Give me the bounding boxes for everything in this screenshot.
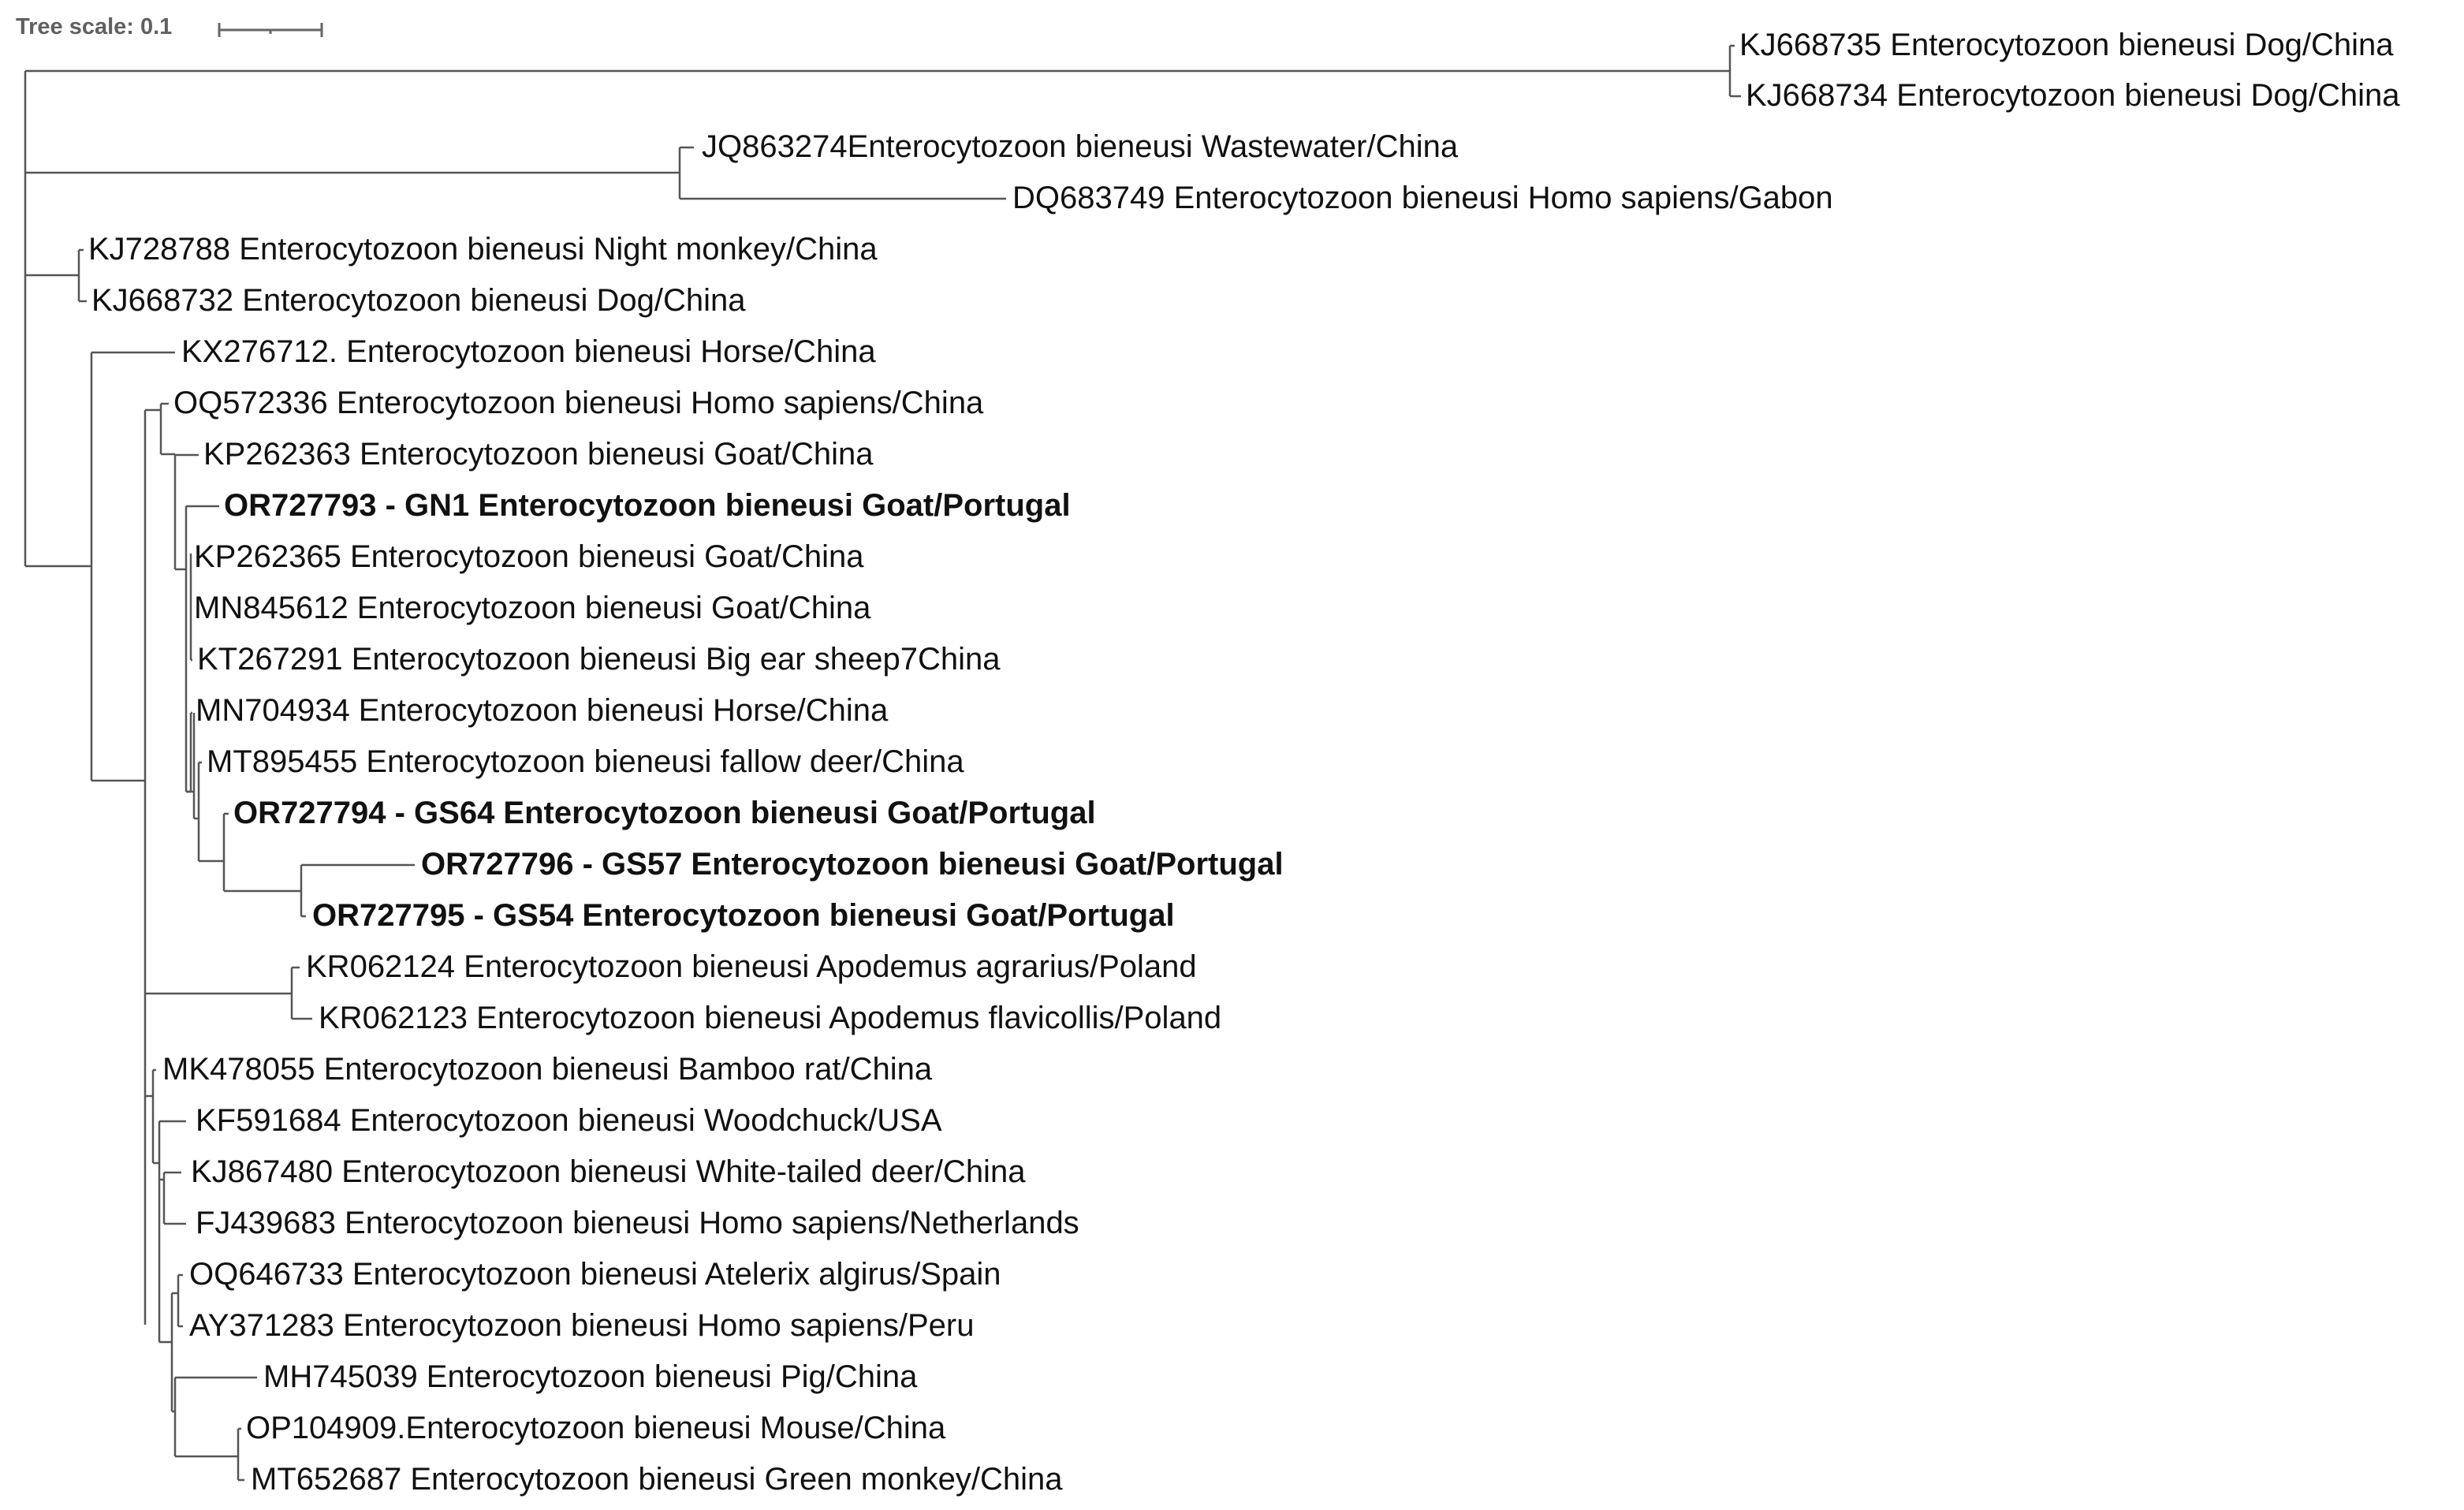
- leaf-label-or727794: OR727794 - GS64 Enterocytozoon bieneusi Goat/Portugal: [233, 796, 1096, 831]
- leaf-label-mk478055: MK478055 Enterocytozoon bieneusi Bamboo rat/China: [162, 1052, 933, 1087]
- leaf-label-mt895455: MT895455 Enterocytozoon bieneusi fallow deer/China: [207, 744, 964, 780]
- leaf-label-or727795: OR727795 - GS54 Enterocytozoon bieneusi Goat/Portugal: [312, 898, 1175, 934]
- leaf-label-kx276712: KX276712. Enterocytozoon bieneusi Horse/China: [181, 334, 876, 370]
- leaf-label-kf591684: KF591684 Enterocytozoon bieneusi Woodchuck/USA: [196, 1103, 942, 1139]
- leaf-label-or727796: OR727796 - GS57 Enterocytozoon bieneusi Goat/Portugal: [421, 847, 1284, 882]
- leaf-label-kt267291: KT267291 Enterocytozoon bieneusi Big ear sheep7China: [197, 642, 1001, 677]
- leaf-label-or727793: OR727793 - GN1 Enterocytozoon bieneusi Goat/Portugal: [224, 488, 1071, 524]
- leaf-label-fj439683: FJ439683 Enterocytozoon bieneusi Homo sapiens/Netherlands: [196, 1206, 1079, 1241]
- leaf-label-mn845612: MN845612 Enterocytozoon bieneusi Goat/China: [194, 591, 871, 626]
- leaf-label-mn704934: MN704934 Enterocytozoon bieneusi Horse/China: [196, 693, 889, 729]
- leaf-label-oq646733: OQ646733 Enterocytozoon bieneusi Atelerix algirus/Spain: [189, 1257, 1001, 1292]
- tree-scale-bar: [219, 23, 322, 37]
- leaf-label-kp262365: KP262365 Enterocytozoon bieneusi Goat/China: [194, 539, 864, 575]
- leaf-label-oq572336: OQ572336 Enterocytozoon bieneusi Homo sapiens/China: [173, 386, 984, 421]
- leaf-label-kp262363: KP262363 Enterocytozoon bieneusi Goat/China: [203, 437, 874, 472]
- leaf-label-jq863274: JQ863274Enterocytozoon bieneusi Wastewater/China: [702, 129, 1459, 165]
- leaf-label-ay371283: AY371283 Enterocytozoon bieneusi Homo sapiens/Peru: [189, 1308, 975, 1344]
- leaf-label-op104909: OP104909.Enterocytozoon bieneusi Mouse/China: [246, 1411, 946, 1446]
- leaf-label-kj668735: KJ668735 Enterocytozoon bieneusi Dog/China: [1739, 28, 2394, 63]
- leaf-label-kj668734: KJ668734 Enterocytozoon bieneusi Dog/China: [1746, 78, 2400, 114]
- tree-scale-label: Tree scale: 0.1: [16, 14, 173, 39]
- leaf-label-kr062123: KR062123 Enterocytozoon bieneusi Apodemus flavicollis/Poland: [319, 1001, 1222, 1036]
- leaf-label-dq683749: DQ683749 Enterocytozoon bieneusi Homo sapiens/Gabon: [1012, 181, 1833, 216]
- leaf-label-mt652687: MT652687 Enterocytozoon bieneusi Green monkey/China: [251, 1462, 1063, 1497]
- leaf-label-kj867480: KJ867480 Enterocytozoon bieneusi White-tailed deer/China: [191, 1154, 1026, 1190]
- leaf-label-mh745039: MH745039 Enterocytozoon bieneusi Pig/China: [263, 1359, 918, 1395]
- leaf-label-kr062124: KR062124 Enterocytozoon bieneusi Apodemus agrarius/Poland: [306, 949, 1197, 985]
- leaf-label-kj668732: KJ668732 Enterocytozoon bieneusi Dog/China: [91, 283, 746, 319]
- leaf-label-kj728788: KJ728788 Enterocytozoon bieneusi Night monkey/China: [88, 232, 878, 267]
